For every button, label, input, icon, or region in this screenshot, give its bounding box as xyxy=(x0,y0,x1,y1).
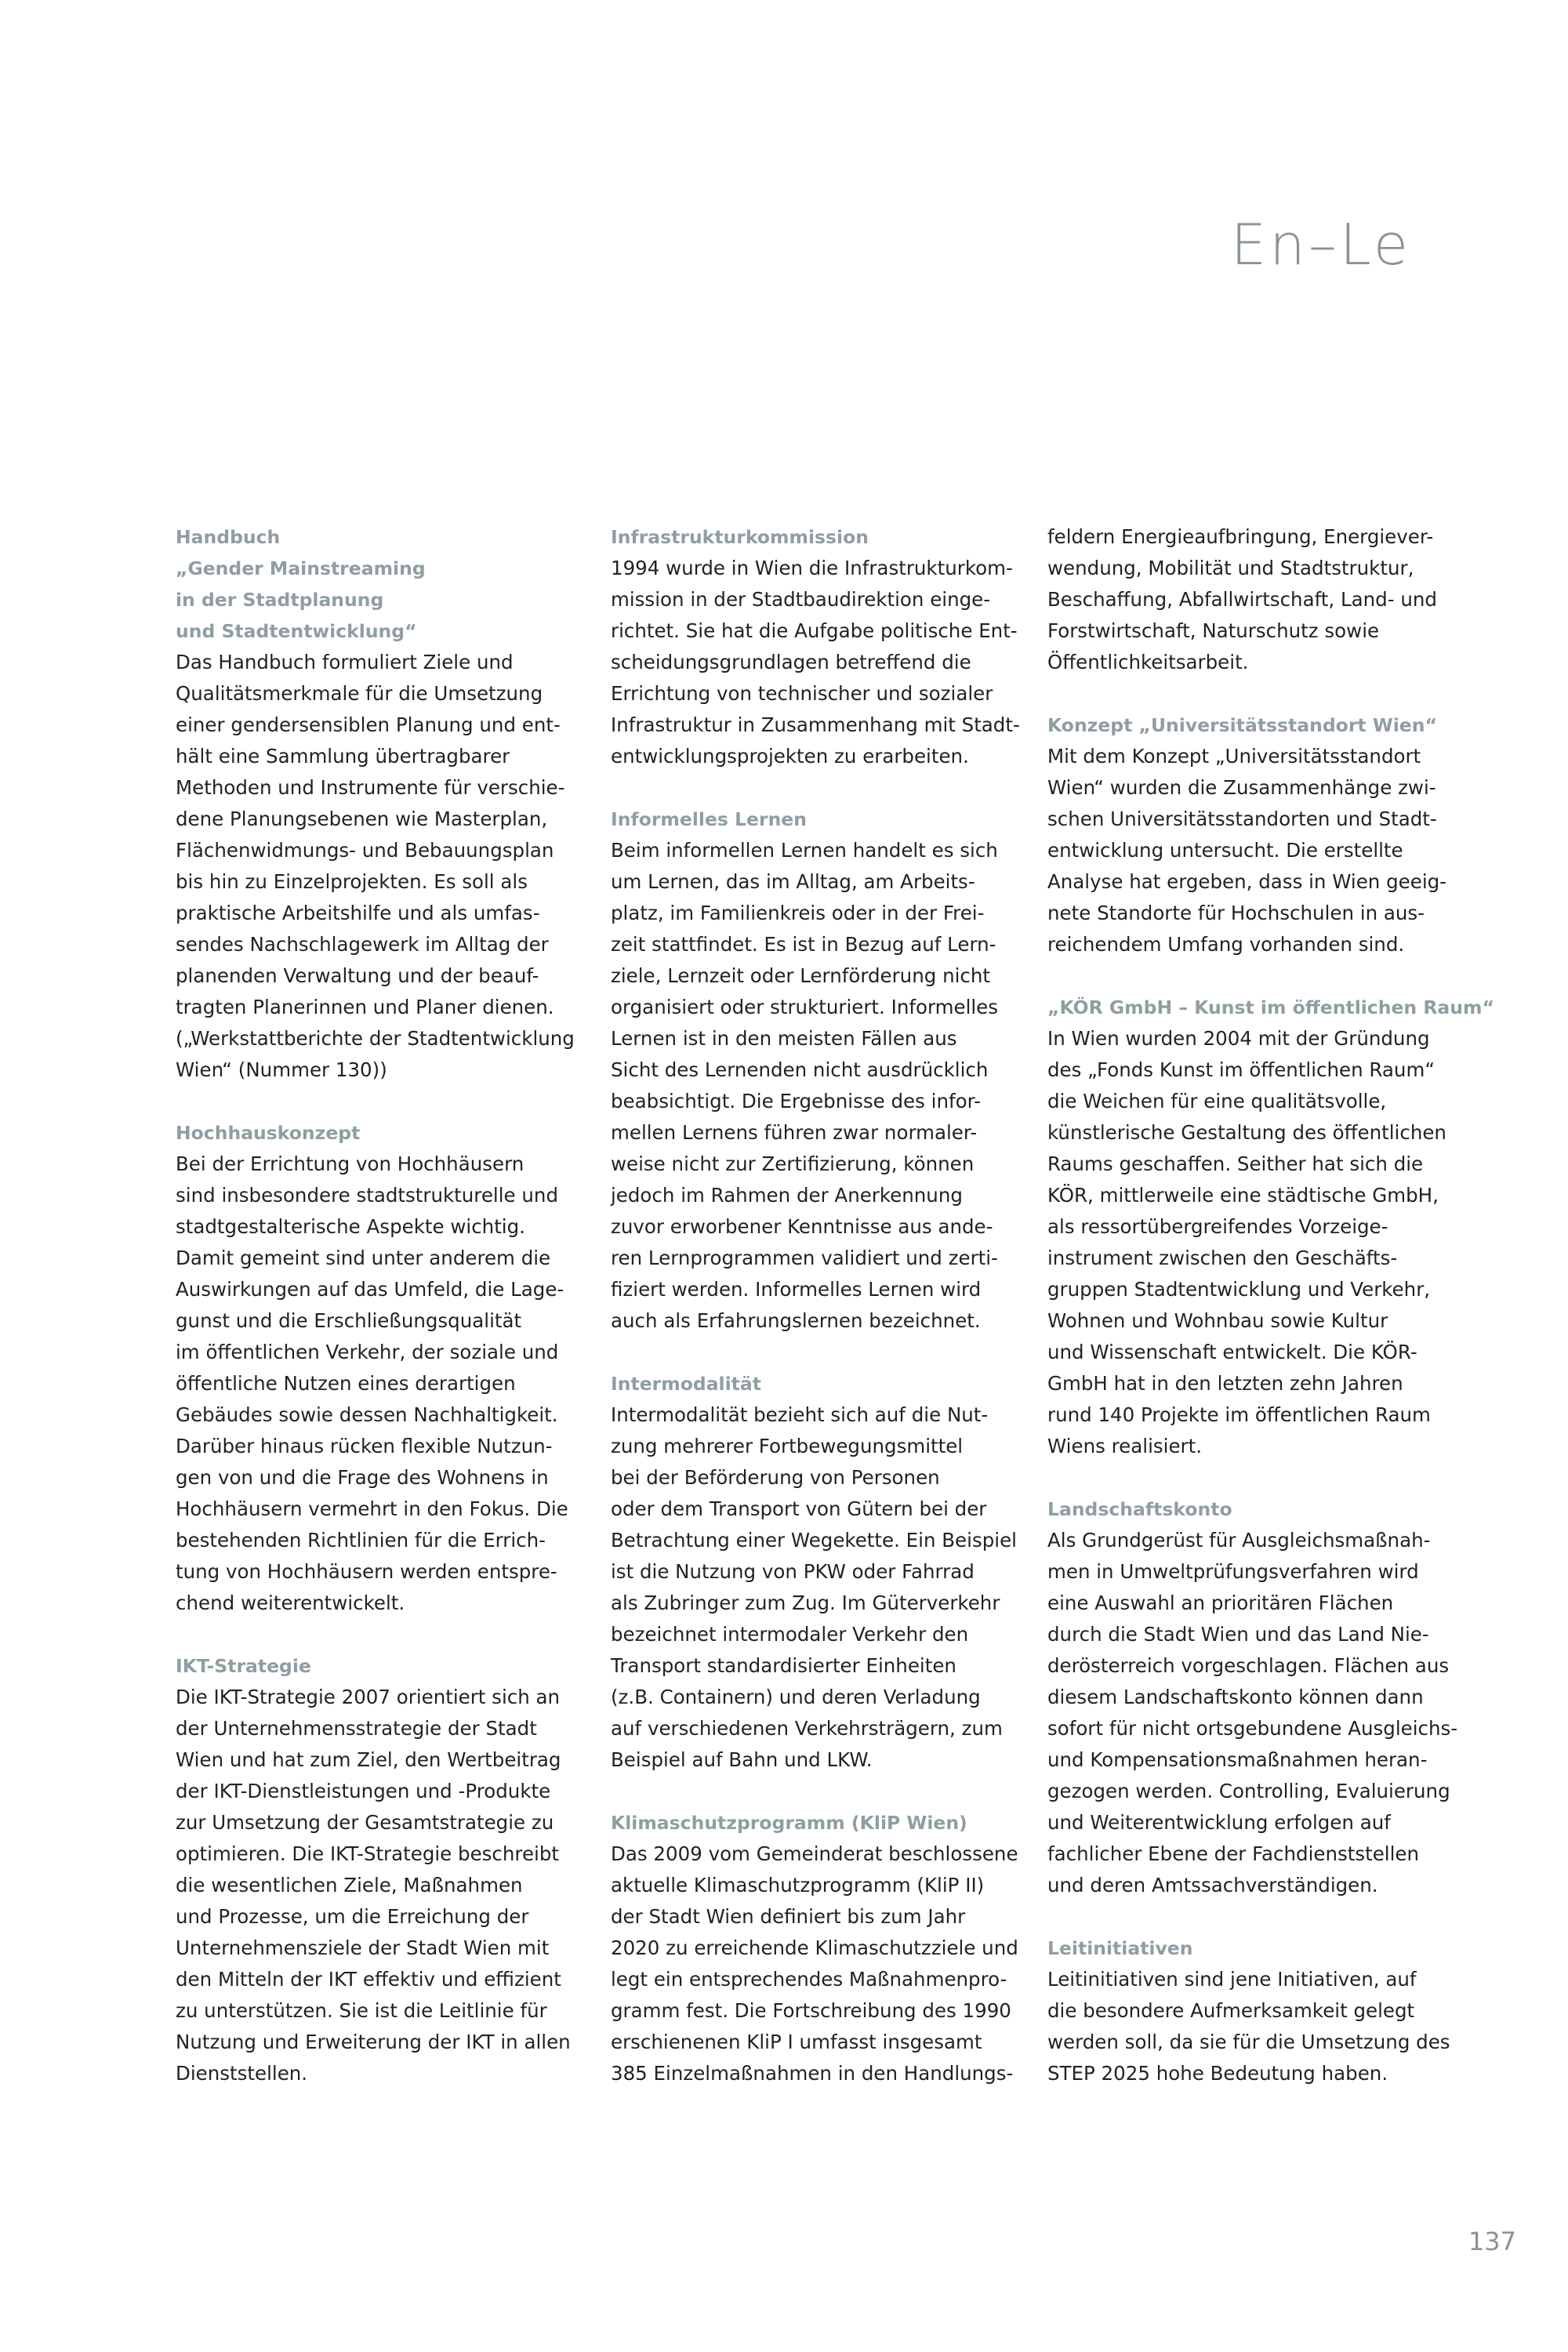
entry-body-line: aktuelle Klimaschutzprogramm (KliP II) xyxy=(611,1874,985,1896)
entry-title-line: Infrastrukturkommission xyxy=(611,526,869,548)
entry-title xyxy=(176,1117,591,1149)
entry-body-line: rund 140 Projekte im öffentlichen Raum xyxy=(1047,1403,1431,1426)
entry-body-line: stadtgestalterische Aspekte wichtig. xyxy=(176,1215,525,1238)
entry-body-line: Nutzung und Erweiterung der IKT in allen xyxy=(176,2031,571,2053)
entry-title-line: Leitinitiativen xyxy=(1047,1937,1193,1959)
glossary-entry xyxy=(1047,992,1494,1462)
entry-body-line: zur Umsetzung der Gesamtstrategie zu xyxy=(176,1811,554,1834)
entry-body-line: Wien“ wurden die Zusammenhänge zwi- xyxy=(1047,776,1436,799)
entry-body-line: organisiert oder strukturiert. Informelles xyxy=(611,996,999,1018)
entry-body-line: STEP 2025 hohe Bedeutung haben. xyxy=(1047,2062,1388,2085)
entry-body-line: Gebäudes sowie dessen Nachhaltigkeit. xyxy=(176,1403,558,1426)
entry-body-line: mission in der Stadtbaudirektion einge- xyxy=(611,588,991,611)
entry-body-line: reichendem Umfang vorhanden sind. xyxy=(1047,933,1405,956)
page-number: 137 xyxy=(1468,2227,1516,2256)
entry-title xyxy=(611,521,1026,553)
entry-body-line: und Prozesse, um die Erreichung der xyxy=(176,1905,529,1928)
entry-body-line: Unternehmensziele der Stadt Wien mit xyxy=(176,1936,550,1959)
entry-title-line: Hochhauskonzept xyxy=(176,1122,361,1144)
entry-body-line: Wien und hat zum Ziel, den Wertbeitrag xyxy=(176,1748,561,1771)
entry-body-line: legt ein entsprechendes Maßnahmenpro- xyxy=(611,1968,1007,1991)
entry-body-line: Raums geschaffen. Seither hat sich die xyxy=(1047,1152,1424,1175)
entry-body-line: Flächenwidmungs- und Bebauungsplan xyxy=(176,839,554,862)
entry-title-line: Intermodalität xyxy=(611,1373,761,1395)
entry-body-line: Wohnen und Wohnbau sowie Kultur xyxy=(1047,1309,1388,1332)
entry-body-line: gruppen Stadtentwicklung und Verkehr, xyxy=(1047,1278,1431,1301)
entry-body-line: derösterreich vorgeschlagen. Flächen aus xyxy=(1047,1654,1450,1677)
glossary-entry xyxy=(176,1650,591,2089)
entry-body-line: die wesentlichen Ziele, Maßnahmen xyxy=(176,1874,523,1896)
entry-body-line: der Unternehmensstrategie der Stadt xyxy=(176,1717,537,1740)
entry-body-line: richtet. Sie hat die Aufgabe politische Ent- xyxy=(611,619,1018,642)
entry-body-line: tung von Hochhäusern werden entspre- xyxy=(176,1560,557,1583)
entry-body-line: als Zubringer zum Zug. Im Güterverkehr xyxy=(611,1592,1000,1614)
entry-body-line: bezeichnet intermodaler Verkehr den xyxy=(611,1623,969,1646)
glossary-entry xyxy=(611,521,1026,772)
entry-body-line: Errichtung von technischer und sozialer xyxy=(611,682,993,705)
entry-title-line: Konzept „Universitätsstandort Wien“ xyxy=(1047,714,1437,736)
entry-body-line: Damit gemeint sind unter anderem die xyxy=(176,1247,551,1269)
entry-body-line: gramm fest. Die Fortschreibung des 1990 xyxy=(611,1999,1011,2022)
entry-body-line: durch die Stadt Wien und das Land Nie- xyxy=(1047,1623,1429,1646)
glossary-entry xyxy=(1047,521,1463,678)
glossary-entry xyxy=(1047,1933,1463,2089)
glossary-entry xyxy=(611,1807,1026,2089)
entry-title-line: Landschaftskonto xyxy=(1047,1498,1232,1520)
entry-body-line: eine Auswahl an prioritären Flächen xyxy=(1047,1592,1394,1614)
entry-body-line: Intermodalität bezieht sich auf die Nut- xyxy=(611,1403,989,1426)
entry-title xyxy=(176,521,591,647)
glossary-entry xyxy=(1047,1494,1463,1901)
entry-body-line: Wiens realisiert. xyxy=(1047,1435,1202,1457)
entry-body-line: optimieren. Die IKT-Strategie beschreibt xyxy=(176,1842,559,1865)
entry-title-line: Handbuch xyxy=(176,526,281,548)
entry-body-line: des „Fonds Kunst im öffentlichen Raum“ xyxy=(1047,1058,1436,1081)
entry-body-line: mellen Lernens führen zwar normaler- xyxy=(611,1121,978,1144)
entry-body xyxy=(1047,741,1463,960)
entry-body-line: Wien“ (Nummer 130)) xyxy=(176,1058,387,1081)
entry-body-line: ren Lernprogrammen validiert und zerti- xyxy=(611,1247,998,1269)
page-title: En–Le xyxy=(1230,212,1411,278)
entry-body xyxy=(1047,1964,1463,2089)
entry-body-line: Methoden und Instrumente für verschie- xyxy=(176,776,565,799)
entry-body-line: um Lernen, das im Alltag, am Arbeits- xyxy=(611,870,975,893)
entry-body-line: Dienststellen. xyxy=(176,2062,308,2085)
entry-body-line: die besondere Aufmerksamkeit gelegt xyxy=(1047,1999,1415,2022)
entry-body-line: als ressortübergreifendes Vorzeige- xyxy=(1047,1215,1388,1238)
entry-body-line: planenden Verwaltung und der beauf- xyxy=(176,964,539,987)
entry-body-line: bestehenden Richtlinien für die Errich- xyxy=(176,1529,546,1552)
entry-body xyxy=(1047,1023,1463,1462)
entry-body-line: auf verschiedenen Verkehrsträgern, zum xyxy=(611,1717,1003,1740)
entry-body-line: tragten Planerinnen und Planer dienen. xyxy=(176,996,554,1018)
entry-title-line: „KÖR GmbH – Kunst im öffentlichen Raum“ xyxy=(1047,996,1494,1018)
entry-body-line: Sicht des Lernenden nicht ausdrücklich xyxy=(611,1058,989,1081)
entry-body-line: hält eine Sammlung übertragbarer xyxy=(176,745,510,768)
entry-body-line: oder dem Transport von Gütern bei der xyxy=(611,1497,987,1520)
entry-body-line: Transport standardisierter Einheiten xyxy=(611,1654,956,1677)
entry-body xyxy=(176,1682,591,2089)
entry-body-line: und Kompensationsmaßnahmen heran- xyxy=(1047,1748,1428,1771)
entry-body-line: jedoch im Rahmen der Anerkennung xyxy=(611,1184,963,1207)
entry-body-line: KÖR, mittlerweile eine städtische GmbH, xyxy=(1047,1184,1439,1207)
entry-body-line: den Mitteln der IKT effektiv und effizient xyxy=(176,1968,561,1991)
entry-body-line: und Wissenschaft entwickelt. Die KÖR- xyxy=(1047,1341,1417,1363)
entry-body-line: entwicklungsprojekten zu erarbeiten. xyxy=(611,745,969,768)
entry-body-line: ist die Nutzung von PKW oder Fahrrad xyxy=(611,1560,975,1583)
entry-body-line: fiziert werden. Informelles Lernen wird xyxy=(611,1278,982,1301)
entry-body-line: die Weichen für eine qualitätsvolle, xyxy=(1047,1090,1387,1112)
entry-body-line: instrument zwischen den Geschäfts- xyxy=(1047,1247,1398,1269)
glossary-entry xyxy=(611,804,1026,1337)
entry-body-line: Forstwirtschaft, Naturschutz sowie xyxy=(1047,619,1380,642)
entry-body xyxy=(611,835,1026,1337)
entry-title-line: Klimaschutzprogramm (KliP Wien) xyxy=(611,1812,967,1834)
entry-body-line: Qualitätsmerkmale für die Umsetzung xyxy=(176,682,543,705)
entry-body xyxy=(1047,521,1463,678)
glossary-entry xyxy=(611,1368,1026,1776)
entry-body-line: nete Standorte für Hochschulen in aus- xyxy=(1047,902,1425,924)
entry-body xyxy=(1047,1525,1463,1901)
entry-body-line: Mit dem Konzept „Universitätsstandort xyxy=(1047,745,1421,768)
entry-body-line: chend weiterentwickelt. xyxy=(176,1592,405,1614)
entry-body-line: men in Umweltprüfungsverfahren wird xyxy=(1047,1560,1419,1583)
entry-body-line: Als Grundgerüst für Ausgleichsmaßnah- xyxy=(1047,1529,1431,1552)
entry-body-line: entwicklung untersucht. Die erstellte xyxy=(1047,839,1403,862)
entry-body xyxy=(611,1838,1026,2089)
entry-body xyxy=(611,553,1026,772)
entry-body-line: Lernen ist in den meisten Fällen aus xyxy=(611,1027,957,1050)
entry-body xyxy=(611,1399,1026,1776)
entry-body-line: Die IKT-Strategie 2007 orientiert sich an xyxy=(176,1686,561,1708)
entry-title xyxy=(611,1368,1026,1399)
entry-body-line: Betrachtung einer Wegekette. Ein Beispiel xyxy=(611,1529,1017,1552)
entry-title-line: in der Stadtplanung xyxy=(176,589,384,611)
entry-body-line: praktische Arbeitshilfe und als umfas- xyxy=(176,902,540,924)
entry-body-line: gen von und die Frage des Wohnens in xyxy=(176,1466,549,1489)
entry-body-line: gezogen werden. Controlling, Evaluierung xyxy=(1047,1780,1450,1802)
entry-body-line: sofort für nicht ortsgebundene Ausgleichs- xyxy=(1047,1717,1458,1740)
entry-body-line: wendung, Mobilität und Stadtstruktur, xyxy=(1047,557,1414,579)
entry-body-line: erschienenen KliP I umfasst insgesamt xyxy=(611,2031,982,2053)
entry-body-line: einer gendersensiblen Planung und ent- xyxy=(176,713,561,736)
entry-title-line: „Gender Mainstreaming xyxy=(176,557,426,579)
entry-body-line: im öffentlichen Verkehr, der soziale und xyxy=(176,1341,559,1363)
glossary-entry xyxy=(176,521,591,1086)
entry-title-line: und Stadtentwicklung“ xyxy=(176,620,417,642)
glossary-column-3 xyxy=(1047,521,1494,2121)
entry-body-line: Auswirkungen auf das Umfeld, die Lage- xyxy=(176,1278,564,1301)
entry-body-line: fachlicher Ebene der Fachdienststellen xyxy=(1047,1842,1420,1865)
entry-body-line: zuvor erworbener Kenntnisse aus ande- xyxy=(611,1215,993,1238)
entry-body-line: Leitinitiativen sind jene Initiativen, auf xyxy=(1047,1968,1417,1991)
entry-title xyxy=(1047,1933,1463,1964)
entry-body-line: gunst und die Erschließungsqualität xyxy=(176,1309,522,1332)
entry-body xyxy=(176,1149,591,1619)
entry-title xyxy=(1047,992,1494,1023)
entry-body-line: zeit stattfindet. Es ist in Bezug auf Lern- xyxy=(611,933,996,956)
entry-body-line: Darüber hinaus rücken flexible Nutzun- xyxy=(176,1435,553,1457)
entry-body-line: ziele, Lernzeit oder Lernförderung nicht xyxy=(611,964,991,987)
entry-body-line: beabsichtigt. Die Ergebnisse des infor- xyxy=(611,1090,981,1112)
entry-title-line: Informelles Lernen xyxy=(611,808,807,830)
entry-body-line: Beispiel auf Bahn und LKW. xyxy=(611,1748,873,1771)
glossary-column-2 xyxy=(611,521,1026,2121)
entry-body-line: Beschaffung, Abfallwirtschaft, Land- und xyxy=(1047,588,1437,611)
entry-body-line: der Stadt Wien definiert bis zum Jahr xyxy=(611,1905,966,1928)
entry-body-line: diesem Landschaftskonto können dann xyxy=(1047,1686,1424,1708)
entry-body-line: feldern Energieaufbringung, Energiever- xyxy=(1047,525,1434,548)
entry-body-line: dene Planungsebenen wie Masterplan, xyxy=(176,808,548,830)
entry-body-line: 2020 zu erreichende Klimaschutzziele und xyxy=(611,1936,1018,1959)
entry-body-line: künstlerische Gestaltung des öffentlichen xyxy=(1047,1121,1446,1144)
entry-body-line: platz, im Familienkreis oder in der Frei- xyxy=(611,902,985,924)
glossary-column-1 xyxy=(176,521,591,2121)
entry-body-line: (z.B. Containern) und deren Verladung xyxy=(611,1686,981,1708)
entry-title xyxy=(611,804,1026,835)
entry-body-line: weise nicht zur Zertifizierung, können xyxy=(611,1152,975,1175)
entry-body-line: bei der Beförderung von Personen xyxy=(611,1466,940,1489)
entry-body-line: 1994 wurde in Wien die Infrastrukturkom- xyxy=(611,557,1013,579)
entry-title xyxy=(611,1807,1026,1838)
entry-body-line: sendes Nachschlagewerk im Alltag der xyxy=(176,933,549,956)
entry-body-line: Bei der Errichtung von Hochhäusern xyxy=(176,1152,524,1175)
entry-body-line: Das 2009 vom Gemeinderat beschlossene xyxy=(611,1842,1018,1865)
entry-title-line: IKT-Strategie xyxy=(176,1655,311,1677)
entry-body xyxy=(176,647,591,1086)
entry-body-line: auch als Erfahrungslernen bezeichnet. xyxy=(611,1309,981,1332)
entry-title xyxy=(176,1650,591,1682)
entry-title xyxy=(1047,1494,1463,1525)
entry-body-line: und deren Amtssachverständigen. xyxy=(1047,1874,1378,1896)
entry-body-line: öffentliche Nutzen eines derartigen xyxy=(176,1372,516,1395)
entry-body-line: Öffentlichkeitsarbeit. xyxy=(1047,651,1249,673)
entry-body-line: Beim informellen Lernen handelt es sich xyxy=(611,839,998,862)
entry-body-line: GmbH hat in den letzten zehn Jahren xyxy=(1047,1372,1403,1395)
entry-body-line: sind insbesondere stadtstrukturelle und xyxy=(176,1184,558,1207)
entry-body-line: scheidungsgrundlagen betreffend die xyxy=(611,651,971,673)
entry-title xyxy=(1047,710,1463,741)
entry-body-line: zung mehrerer Fortbewegungsmittel xyxy=(611,1435,964,1457)
entry-body-line: der IKT-Dienstleistungen und -Produkte xyxy=(176,1780,551,1802)
entry-body-line: („Werkstattberichte der Stadtentwicklung xyxy=(176,1027,575,1050)
entry-body-line: Das Handbuch formuliert Ziele und xyxy=(176,651,514,673)
entry-body-line: Infrastruktur in Zusammenhang mit Stadt- xyxy=(611,713,1020,736)
entry-body-line: In Wien wurden 2004 mit der Gründung xyxy=(1047,1027,1430,1050)
entry-body-line: Analyse hat ergeben, dass in Wien geeig- xyxy=(1047,870,1447,893)
entry-body-line: bis hin zu Einzelprojekten. Es soll als xyxy=(176,870,528,893)
glossary-entry xyxy=(1047,710,1463,960)
glossary-entry xyxy=(176,1117,591,1619)
entry-body-line: schen Universitätsstandorten und Stadt- xyxy=(1047,808,1437,830)
entry-body-line: zu unterstützen. Sie ist die Leitlinie für xyxy=(176,1999,547,2022)
entry-body-line: werden soll, da sie für die Umsetzung des xyxy=(1047,2031,1450,2053)
entry-body-line: 385 Einzelmaßnahmen in den Handlungs- xyxy=(611,2062,1014,2085)
entry-body-line: Hochhäusern vermehrt in den Fokus. Die xyxy=(176,1497,568,1520)
entry-body-line: und Weiterentwicklung erfolgen auf xyxy=(1047,1811,1391,1834)
